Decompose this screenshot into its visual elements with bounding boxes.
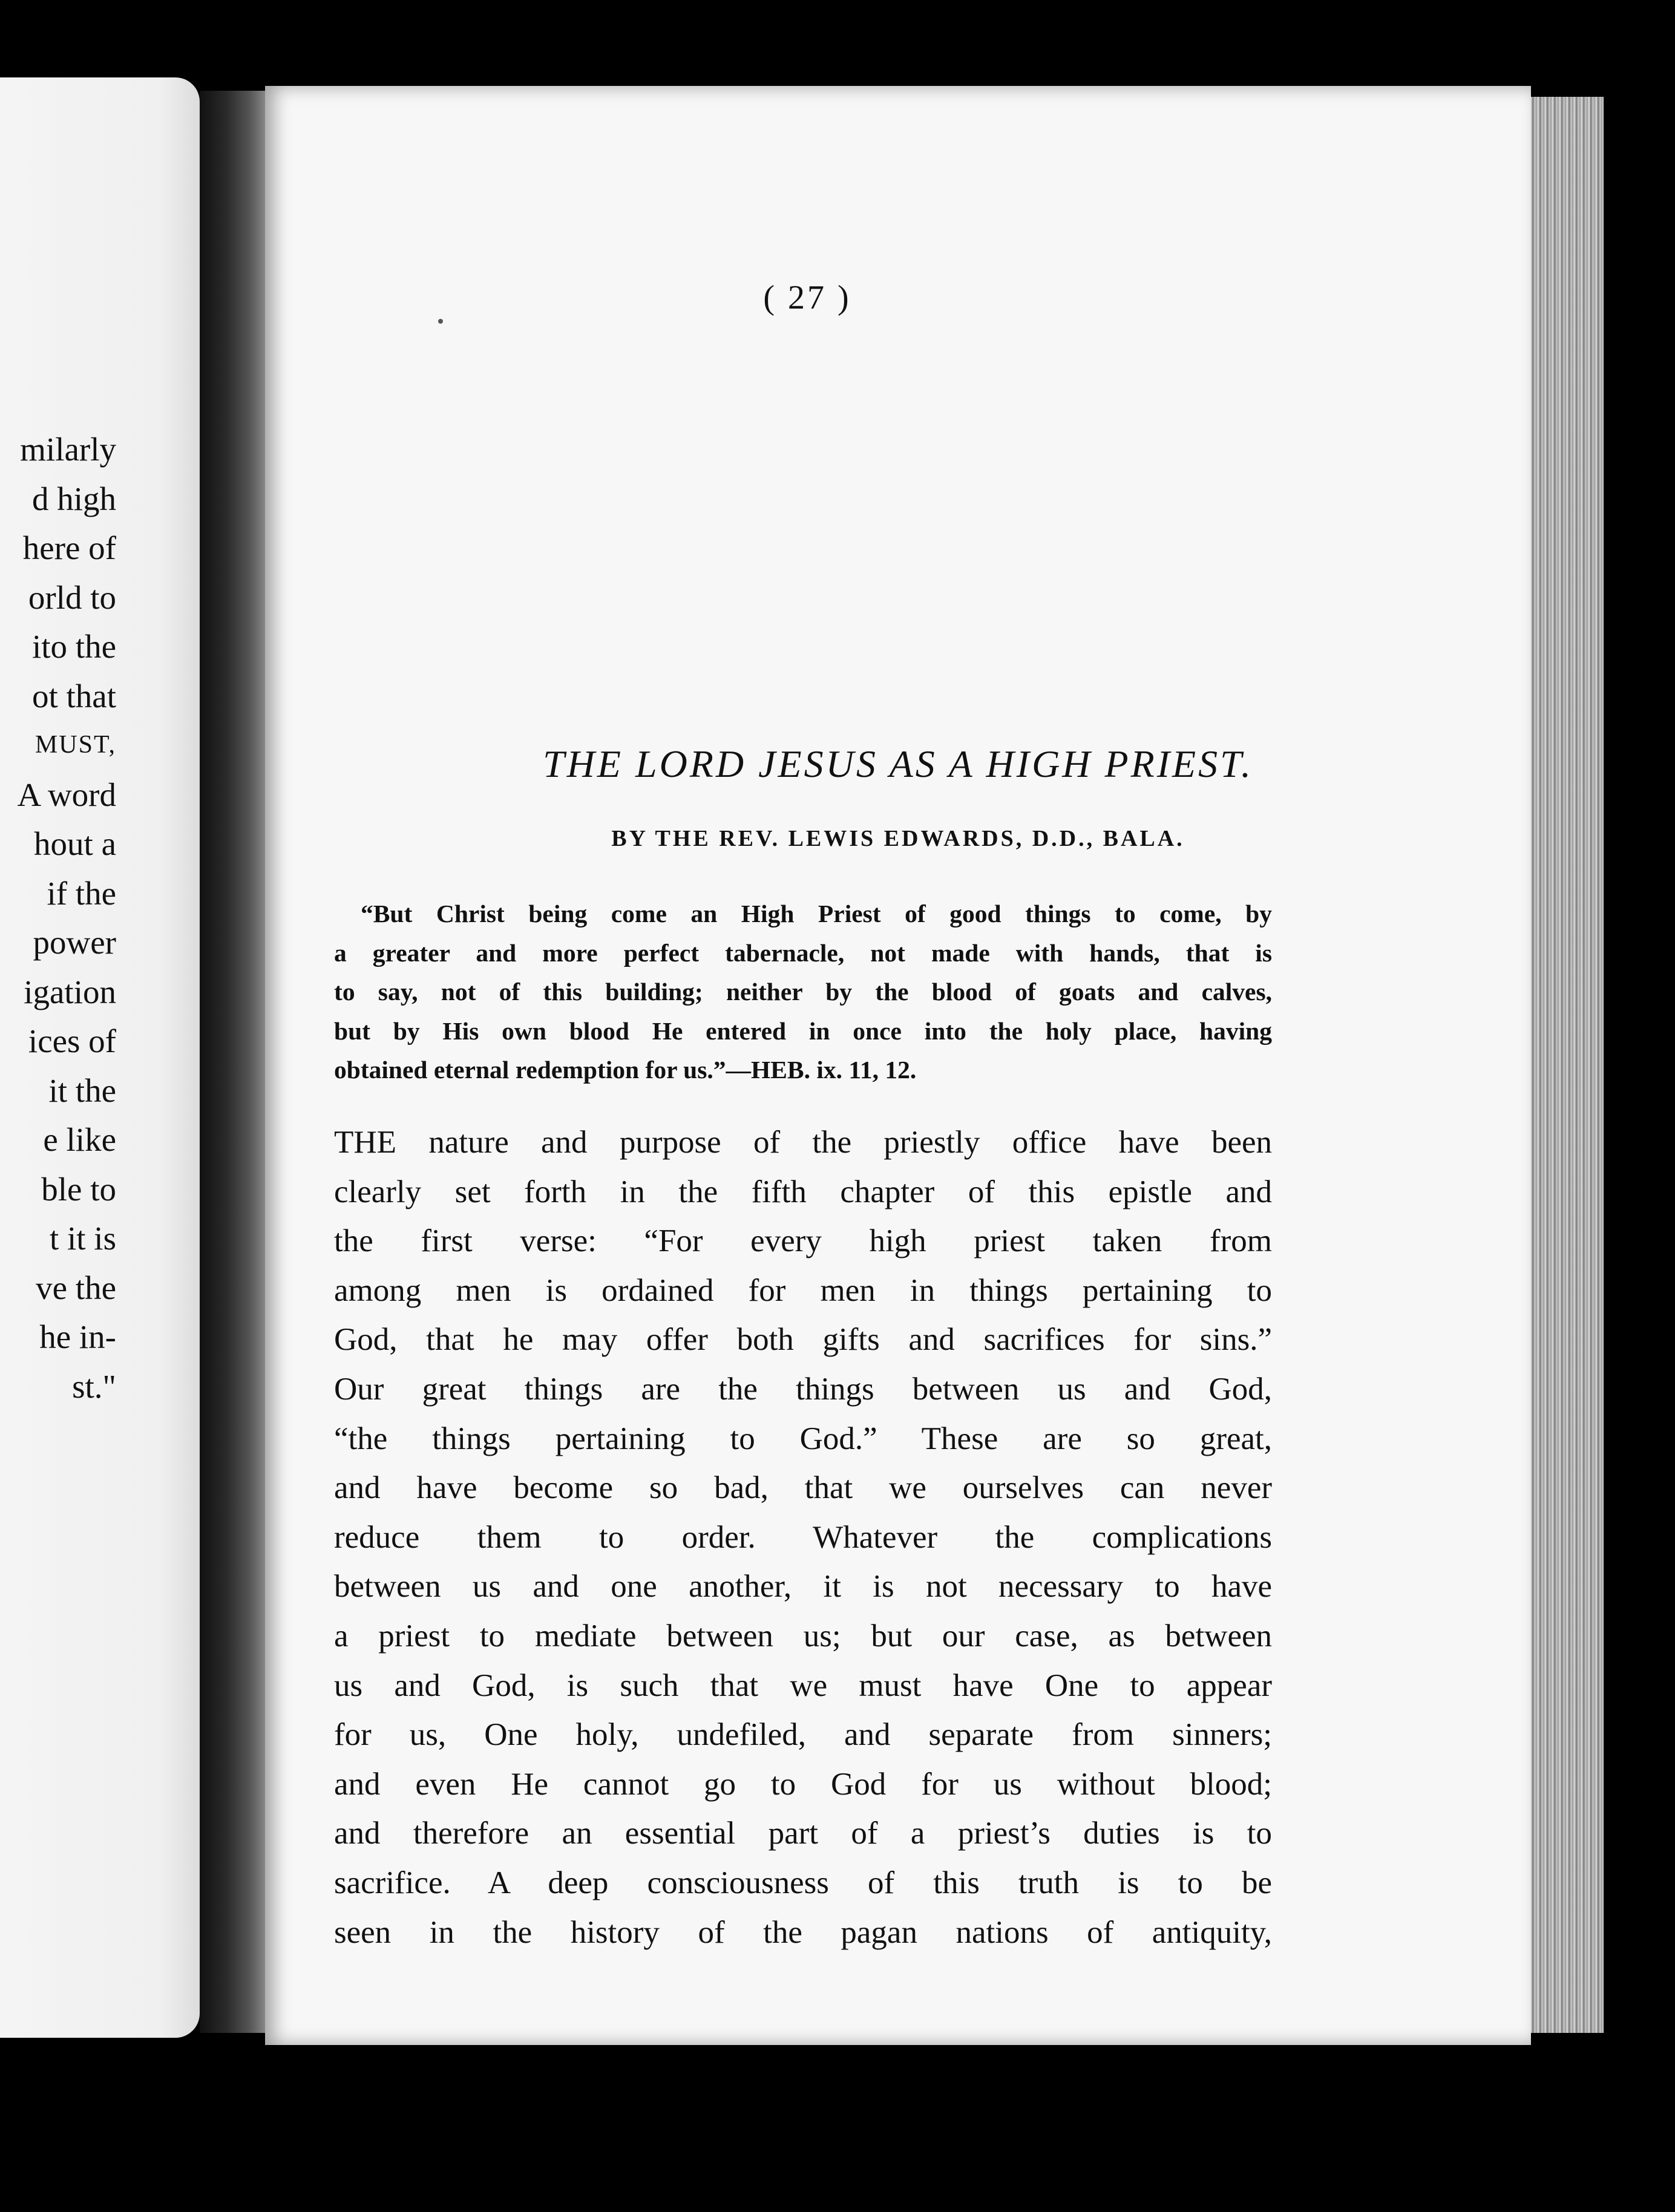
previous-page-line: orld to <box>28 578 116 616</box>
body-line: THE nature and purpose of the priestly office have been <box>334 1125 1272 1160</box>
previous-page-line: d high <box>31 480 116 517</box>
previous-page-line: ot that <box>31 677 116 715</box>
byline: BY THE REV. LEWIS EDWARDS, D.D., BALA. <box>611 826 1185 851</box>
body-line: between us and one another, it is not necessary to have <box>334 1569 1272 1605</box>
body-line: and even He cannot go to God for us without blood; <box>334 1766 1272 1802</box>
epigraph-line: a greater and more perfect tabernacle, not made with hands, that is <box>334 938 1272 967</box>
epigraph-line: obtained eternal redemption for us.”—HEB. ix. 11, 12. <box>334 1056 917 1084</box>
body-line: God, that he may offer both gifts and sacrifices for sins.” <box>334 1322 1272 1358</box>
previous-page-line: power <box>33 924 116 961</box>
body-line: sacrifice. A deep consciousness of this truth is to be <box>334 1865 1272 1900</box>
body-text <box>334 1118 1272 1957</box>
body-line: a priest to mediate between us; but our case, as between <box>334 1618 1272 1654</box>
previous-page-line: here of <box>22 529 116 566</box>
previous-page-line: ble to <box>41 1170 116 1208</box>
previous-page-line: st." <box>72 1367 116 1405</box>
previous-page-line: ve the <box>36 1269 116 1306</box>
previous-page-line: MUST, <box>34 731 116 759</box>
body-line: clearly set forth in the fifth chapter of this epistle and <box>334 1174 1272 1209</box>
body-line: us and God, is such that we must have One to appear <box>334 1667 1272 1703</box>
body-line: among men is ordained for men in things pertaining to <box>334 1272 1272 1308</box>
book-gutter <box>200 91 266 2033</box>
body-line: and therefore an essential part of a priest’s duties is to <box>334 1816 1272 1851</box>
body-line: for us, One holy, undefiled, and separate from sinners; <box>334 1717 1272 1753</box>
body-line: Our great things are the things between us and God, <box>334 1371 1272 1407</box>
article-title: THE LORD JESUS AS A HIGH PRIEST. <box>543 742 1253 785</box>
body-line: the first verse: “For every high priest taken from <box>334 1223 1272 1259</box>
epigraph-line: to say, not of this building; neither by the blood of goats and calves, <box>334 978 1272 1006</box>
previous-page-line: e like <box>43 1121 116 1158</box>
page-number: ( 27 ) <box>763 279 851 316</box>
current-page <box>265 86 1531 2045</box>
epigraph <box>334 894 1272 1090</box>
body-line: seen in the history of the pagan nations of antiquity, <box>334 1914 1272 1950</box>
previous-page-line: it the <box>48 1072 116 1109</box>
previous-page-line: igation <box>24 973 116 1010</box>
previous-page-line: ito the <box>31 628 116 665</box>
previous-page-line: he in- <box>39 1318 116 1355</box>
body-line: “the things pertaining to God.” These are so great, <box>334 1421 1272 1456</box>
previous-page-line: if the <box>47 874 116 912</box>
previous-page-line: milarly <box>20 431 116 468</box>
epigraph-line: “But Christ being come an High Priest of good things to come, by <box>361 900 1272 928</box>
epigraph-line: but by His own blood He entered in once into the holy place, having <box>334 1016 1272 1045</box>
previous-page-text <box>0 425 116 1411</box>
speck <box>438 319 443 324</box>
body-line: and have become so bad, that we ourselves can never <box>334 1470 1272 1506</box>
body-line: reduce them to order. Whatever the complications <box>334 1519 1272 1555</box>
previous-page-line: hout a <box>34 825 116 862</box>
previous-page-line: A word <box>17 776 116 813</box>
previous-page-line: t it is <box>49 1220 116 1257</box>
previous-page <box>0 77 200 2038</box>
previous-page-line: ices of <box>28 1023 116 1059</box>
